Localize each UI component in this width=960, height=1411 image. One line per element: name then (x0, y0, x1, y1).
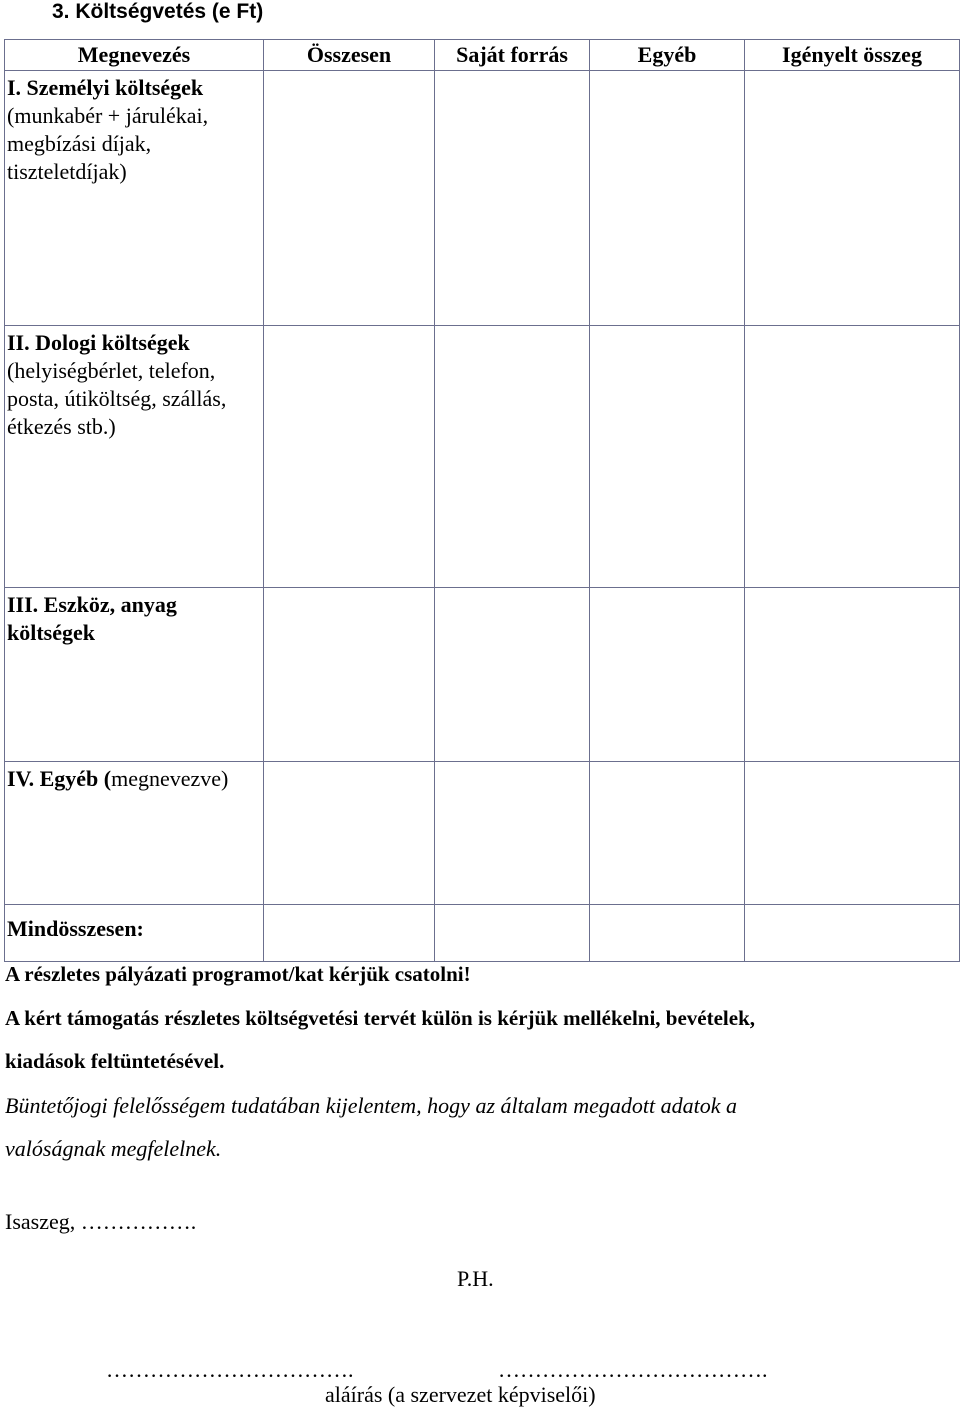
cell-requested[interactable] (745, 762, 960, 905)
declaration-line1: Büntetőjogi felelősségem tudatában kijelentem, hogy az általam megadott adatok a (5, 1093, 737, 1118)
cell-total[interactable] (264, 71, 435, 326)
table-row (5, 905, 960, 962)
header-name: Megnevezés (5, 40, 264, 71)
cell-own-source[interactable] (435, 905, 590, 962)
table-row (5, 71, 960, 326)
row-label-grand-total: Mindösszesen: (5, 905, 264, 962)
cell-requested[interactable] (745, 905, 960, 962)
cell-other[interactable] (590, 905, 745, 962)
cell-total[interactable] (264, 588, 435, 762)
budget-note-line1: A kért támogatás részletes költségvetési tervét külön is kérjük mellékelni, bevételek, (5, 1006, 756, 1030)
cell-total[interactable] (264, 762, 435, 905)
cell-own-source[interactable] (435, 588, 590, 762)
cell-own-source[interactable] (435, 71, 590, 326)
cell-own-source[interactable] (435, 326, 590, 588)
cell-other[interactable] (590, 588, 745, 762)
cell-total[interactable] (264, 326, 435, 588)
budget-table (4, 39, 960, 962)
row-label-personnel: I. Személyi költségek (munkabér + járulékai, megbízási díjak, tiszteletdíjak) (5, 71, 264, 326)
signature-line-right: ………………………………. (498, 1357, 768, 1382)
cell-total[interactable] (264, 905, 435, 962)
table-header-row (5, 40, 960, 71)
cell-own-source[interactable] (435, 762, 590, 905)
header-own-source: Saját forrás (435, 40, 590, 71)
cell-requested[interactable] (745, 71, 960, 326)
declaration-line2: valóságnak megfelelnek. (5, 1136, 222, 1161)
place-date: Isaszeg, ……………. (5, 1209, 197, 1234)
budget-note-line2: kiadások feltüntetésével. (5, 1049, 225, 1073)
header-requested: Igényelt összeg (745, 40, 960, 71)
cell-requested[interactable] (745, 588, 960, 762)
header-other: Egyéb (590, 40, 745, 71)
row-label-equipment: III. Eszköz, anyag költségek (5, 588, 264, 762)
attach-program-note: A részletes pályázati programot/kat kérjük csatolni! (5, 962, 471, 986)
header-total: Összesen (264, 40, 435, 71)
cell-other[interactable] (590, 326, 745, 588)
table-row (5, 326, 960, 588)
cell-requested[interactable] (745, 326, 960, 588)
cell-other[interactable] (590, 71, 745, 326)
signature-line-left: ……………………………. (106, 1357, 354, 1382)
cell-other[interactable] (590, 762, 745, 905)
signature-label: aláírás (a szervezet képviselői) (325, 1382, 596, 1407)
stamp-label: P.H. (457, 1266, 494, 1291)
table-row (5, 762, 960, 905)
row-label-other: IV. Egyéb (megnevezve) (5, 762, 264, 905)
row-label-material: II. Dologi költségek (helyiségbérlet, telefon, posta, útiköltség, szállás, étkezés stb.) (5, 326, 264, 588)
table-row (5, 588, 960, 762)
section-title: 3. Költségvetés (e Ft) (52, 0, 264, 23)
